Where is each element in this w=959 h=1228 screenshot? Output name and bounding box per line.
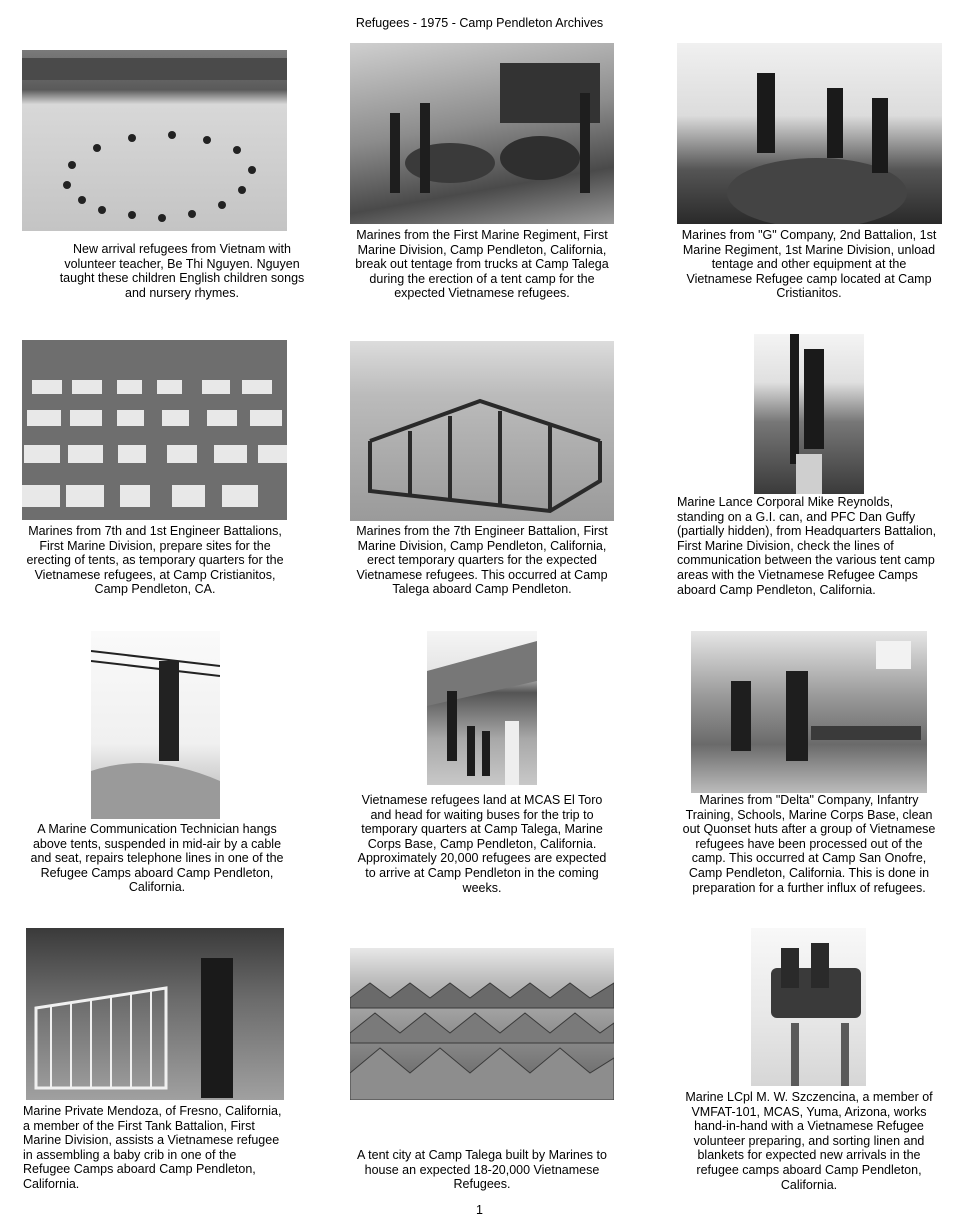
caption-9: Marines from "Delta" Company, Infantry Training, Schools, Marine Corps Base, clean out Quonset huts after a group of Vietnamese refugees have been processed out of the camp. This occurred at Camp San Onofre, Camp Pendleton, California. This is done in preparation for a further influx of refugees.	[682, 793, 936, 895]
photo-children-circle-dance	[22, 50, 287, 231]
photo-tent-site-platforms	[22, 340, 287, 520]
caption-7: A Marine Communication Technician hangs above tents, suspended in mid-air by a cable and seat, repairs telephone lines in one of the Refugee Camps aboard Camp Pendleton, California.	[30, 822, 284, 895]
photo-marines-unloading-trucks	[350, 43, 614, 224]
caption-11: A tent city at Camp Talega built by Marines to house an expected 18-20,000 Vietnamese Refugees.	[357, 1148, 607, 1192]
photo-telephone-pole-check	[754, 334, 864, 494]
caption-10: Marine Private Mendoza, of Fresno, California, a member of the First Tank Battalion, First Marine Division, assists a Vietnamese refugee in assembling a baby crib in one of the Refugee Camps aboard Camp Pendleton, California.	[23, 1104, 282, 1191]
caption-8: Vietnamese refugees land at MCAS El Toro and head for waiting buses for the trip to temporary quarters at Camp Talega, Marine Corps Base, Camp Pendleton, California. Approximately 20,000 refugees are expected to arrive at Camp Pendleton in the coming weeks.	[357, 793, 607, 895]
caption-1: New arrival refugees from Vietnam with volunteer teacher, Be Thi Nguyen. Nguyen taught these children English children songs and nursery rhymes.	[59, 242, 305, 300]
photo-marines-unloading-tentage	[677, 43, 942, 224]
page-title: Refugees - 1975 - Camp Pendleton Archives	[355, 16, 604, 30]
photo-tent-frame-construction	[350, 341, 614, 521]
caption-6: Marine Lance Corporal Mike Reynolds, standing on a G.I. can, and PFC Dan Guffy (partially hidden), from Headquarters Battalion, First Marine Division, check the lines of communication between the various tent camp areas with the Vietnamese Refugee Camps aboard Camp Pendleton, California.	[677, 495, 937, 597]
caption-3: Marines from "G" Company, 2nd Battalion, 1st Marine Regiment, 1st Marine Division, unload tentage and other equipment at the Vietnamese Refugee camp located at Camp Cristianitos.	[681, 228, 937, 301]
photo-refugees-land-el-toro	[427, 631, 537, 785]
caption-4: Marines from 7th and 1st Engineer Battalions, First Marine Division, prepare sites for the erecting of tents, as temporary quarters for the Vietnamese refugees, at Camp Cristianitos, Camp Pendleton, CA.	[26, 524, 284, 597]
caption-2: Marines from the First Marine Regiment, First Marine Division, Camp Pendleton, California, break out tentage from trucks at Camp Talega during the erection of a tent camp for the expected Vietnamese refugees.	[355, 228, 609, 301]
page-number: 1	[476, 1203, 483, 1217]
photo-tent-city	[350, 948, 614, 1100]
photo-sorting-linen	[751, 928, 866, 1086]
photo-assembling-baby-crib	[26, 928, 284, 1100]
caption-5: Marines from the 7th Engineer Battalion, First Marine Division, Camp Pendleton, California, erect temporary quarters for the expected Vietnamese refugees. This occurred at Camp Talega aboard Camp Pendleton.	[356, 524, 608, 597]
photo-technician-on-cable	[91, 631, 220, 819]
caption-12: Marine LCpl M. W. Szczencina, a member of VMFAT-101, MCAS, Yuma, Arizona, works hand-in-hand with a Vietnamese Refugee volunteer preparing, and sorting linen and blankets for expected new arrivals in the refugee camps aboard Camp Pendleton, California.	[685, 1090, 933, 1192]
photo-cleaning-quonset-hut	[691, 631, 927, 793]
